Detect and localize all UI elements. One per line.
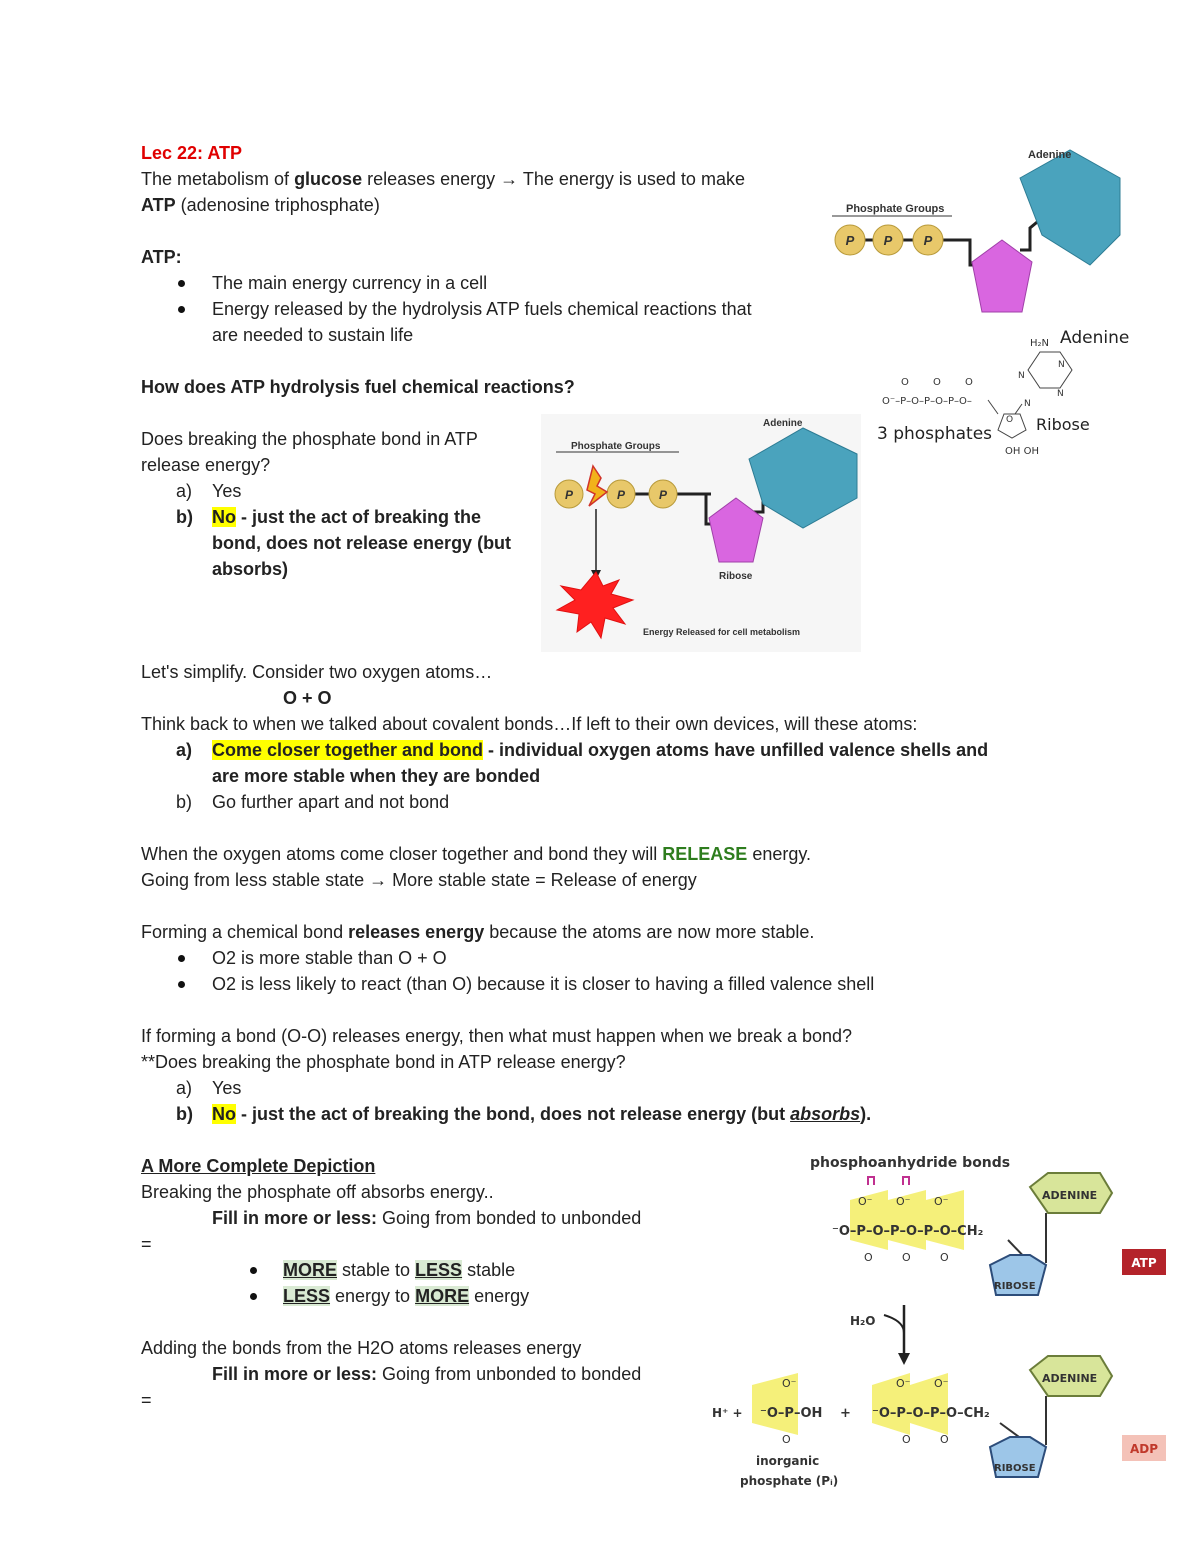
stable-line: Going from less stable state → More stable state = Release of energy xyxy=(141,870,697,890)
q2-b-rest: - just the act of breaking the xyxy=(236,507,482,527)
bullet-dot xyxy=(178,280,185,287)
q2-line-1: Does breaking the phosphate bond in ATP xyxy=(141,429,478,449)
o-minus-label: O⁻ xyxy=(934,1195,949,1208)
energy-released-label: Energy Released for cell metabolism xyxy=(643,627,801,637)
answer-word: LESS xyxy=(415,1260,463,1280)
o-minus-label: O⁻ xyxy=(896,1195,911,1208)
adenine-label: Adenine xyxy=(1028,149,1072,161)
p-label: P xyxy=(845,233,855,248)
atp-adp-figure xyxy=(700,1145,1180,1500)
release-post: energy. xyxy=(747,844,812,864)
hydrolysis-figure xyxy=(541,414,861,652)
water-arrow xyxy=(884,1315,904,1333)
atp-heading: ATP: xyxy=(141,247,182,267)
q3-b-end: ). xyxy=(860,1104,872,1124)
no-highlight: No xyxy=(212,507,236,527)
o-minus-label: O⁻ xyxy=(896,1377,911,1390)
pi-formula: ⁻O–P–OH xyxy=(760,1406,823,1421)
o-label: O xyxy=(940,1251,949,1264)
h-plus-label: H⁺ + xyxy=(712,1406,743,1420)
answer-word: MORE xyxy=(283,1260,337,1280)
arrowhead xyxy=(898,1353,910,1365)
release-line xyxy=(141,841,811,867)
q2-a-label: a) xyxy=(176,481,193,501)
forming-pre: Forming a chemical bond xyxy=(141,922,349,942)
answer-mid: energy to xyxy=(330,1286,416,1306)
simplify-line: Let's simplify. Consider two oxygen atoms… xyxy=(141,662,493,682)
adenine-formula-label: Adenine xyxy=(1060,328,1130,348)
q2-b-label: b) xyxy=(176,507,193,527)
plus-sign: + xyxy=(840,1406,851,1421)
phosphate-circle xyxy=(835,225,865,255)
atp-term: ATP xyxy=(141,195,176,215)
adenine-label: Adenine xyxy=(763,418,803,429)
opt-a-label: a) xyxy=(176,740,193,760)
o-label: O xyxy=(940,1433,949,1446)
question-heading: How does ATP hydrolysis fuel chemical reactions? xyxy=(141,377,575,397)
intro-line-2 xyxy=(141,192,380,218)
opt-b-label: b) xyxy=(176,792,193,812)
q2-a-text: Yes xyxy=(212,481,242,501)
intro-line-1 xyxy=(141,166,745,192)
phosphate-circle xyxy=(873,225,903,255)
answer-end: energy xyxy=(469,1286,530,1306)
adp-phosphate-chain: ⁻O–P–O–P–O–CH₂ xyxy=(872,1406,990,1421)
bond-marker xyxy=(868,1177,874,1185)
answer-end: stable xyxy=(462,1260,516,1280)
equals-1: = xyxy=(141,1234,152,1254)
chain-link xyxy=(988,400,998,414)
adp-badge-label: ADP xyxy=(1129,1442,1159,1456)
fill-bold: Fill in more or less: xyxy=(212,1208,378,1228)
o-label: O xyxy=(965,377,973,388)
purine-ring xyxy=(1028,352,1072,388)
intro-pre: The metabolism of xyxy=(141,169,295,189)
n-label: N xyxy=(1058,360,1065,370)
complete-heading: A More Complete Depiction xyxy=(141,1156,376,1176)
atp-bullet-2-cont: are needed to sustain life xyxy=(212,325,414,345)
ribose-label: RIBOSE xyxy=(994,1281,1036,1292)
intro-mid: releases energy → The energy is used to make xyxy=(362,169,745,189)
n-label: N xyxy=(1018,371,1025,381)
n-label: N xyxy=(1057,389,1064,399)
o-label: O xyxy=(933,377,941,388)
answer-mid: stable to xyxy=(337,1260,416,1280)
more-less-2 xyxy=(283,1283,529,1309)
p-label: P xyxy=(564,488,574,502)
adding-line: Adding the bonds from the H2O atoms releases energy xyxy=(141,1338,582,1358)
more-less-1 xyxy=(283,1257,515,1283)
opt-a-rest: - individual oxygen atoms have unfilled valence shells and xyxy=(483,740,989,760)
no-highlight: No xyxy=(212,1104,236,1124)
phosphoanhydride-label: phosphoanhydride bonds xyxy=(810,1155,1011,1171)
atp-bullet-1: The main energy currency in a cell xyxy=(212,273,488,293)
ribose-formula-label: Ribose xyxy=(1036,415,1090,434)
opt-a-line-2: are more stable when they are bonded xyxy=(212,766,541,786)
bullet-dot xyxy=(178,981,185,988)
phosphate-circle xyxy=(607,480,635,508)
equals-2: = xyxy=(141,1390,152,1410)
atp-badge-label: ATP xyxy=(1131,1256,1157,1270)
o-label: O xyxy=(901,377,909,388)
forming-line xyxy=(141,919,814,945)
atp-cartoon-figure xyxy=(820,140,1130,320)
inorganic-label: inorganic xyxy=(756,1454,820,1468)
p-label: P xyxy=(658,488,668,502)
bond-marker xyxy=(903,1177,909,1185)
o2-bullet-2: O2 is less likely to react (than O) because it is closer to having a filled valence shell xyxy=(212,974,875,994)
phosphate-circle xyxy=(555,480,583,508)
fill-line-2 xyxy=(212,1361,641,1387)
forming-bold: releases energy xyxy=(348,922,485,942)
release-word: RELEASE xyxy=(662,844,748,864)
opt-a-highlight: Come closer together and bond xyxy=(212,740,484,760)
if-forming-line: If forming a bond (O-O) releases energy, then what must happen when we break a bond? xyxy=(141,1026,853,1046)
release-pre: When the oxygen atoms come closer together and bond they will xyxy=(141,844,663,864)
amine-label: H₂N xyxy=(1030,338,1050,349)
o-label: O xyxy=(782,1433,791,1446)
phosphate-groups-label: Phosphate Groups xyxy=(846,203,945,215)
answer-word: LESS xyxy=(283,1286,331,1306)
q2-b-line-2: bond, does not release energy (but xyxy=(212,533,512,553)
bullet-dot xyxy=(178,955,185,962)
think-back-line: Think back to when we talked about covalent bonds…If left to their own devices, will these atoms: xyxy=(141,714,918,734)
opt-a-line-1 xyxy=(212,737,988,763)
q3-b-label: b) xyxy=(176,1104,193,1124)
atp-structure-figure xyxy=(872,322,1142,462)
ribose-label: Ribose xyxy=(719,571,753,582)
o-label: O xyxy=(864,1251,873,1264)
atp-phosphate-chain: ⁻O–P–O–P–O–P–O–CH₂ xyxy=(832,1224,984,1239)
hydroxyl-label: OH OH xyxy=(1005,446,1039,457)
phosphate-circle xyxy=(649,480,677,508)
q3-a-text: Yes xyxy=(212,1078,242,1098)
intro-rest: (adenosine triphosphate) xyxy=(175,195,380,215)
forming-post: because the atoms are now more stable. xyxy=(484,922,815,942)
phosphate-circle xyxy=(913,225,943,255)
p-label: P xyxy=(923,233,933,248)
o2-bullet-1: O2 is more stable than O + O xyxy=(212,948,447,968)
does-breaking-line: **Does breaking the phosphate bond in ATP release energy? xyxy=(141,1052,626,1072)
glycosidic-bond xyxy=(1015,404,1022,414)
p-label: P xyxy=(616,488,626,502)
bullet-dot xyxy=(178,306,185,313)
breaking-off-line: Breaking the phosphate off absorbs energy.. xyxy=(141,1182,494,1202)
water-label: H₂O xyxy=(850,1314,876,1328)
answer-word: MORE xyxy=(415,1286,470,1306)
adenine-shape xyxy=(1020,150,1120,265)
ribose-label: RIBOSE xyxy=(994,1463,1036,1474)
n-label: N xyxy=(1024,399,1031,409)
q2-b-line-3: absorbs) xyxy=(212,559,289,579)
q2-b-line-1 xyxy=(212,504,481,530)
fill-rest: Going from bonded to unbonded xyxy=(377,1208,642,1228)
o-minus-label: O⁻ xyxy=(782,1377,797,1390)
q3-b-rest: - just the act of breaking the bond, does not release energy (but xyxy=(236,1104,791,1124)
q3-a-label: a) xyxy=(176,1078,193,1098)
fill-bold: Fill in more or less: xyxy=(212,1364,378,1384)
q2-line-2: release energy? xyxy=(141,455,271,475)
adenine-label: ADENINE xyxy=(1042,1189,1098,1202)
adenine-label: ADENINE xyxy=(1042,1372,1098,1385)
bullet-dot xyxy=(250,1267,257,1274)
page-title: Lec 22: ATP xyxy=(141,143,243,163)
phosphate-pi-label: phosphate (Pᵢ) xyxy=(740,1474,839,1488)
o-minus-label: O⁻ xyxy=(934,1377,949,1390)
phosphate-groups-label: Phosphate Groups xyxy=(571,441,661,452)
opt-b-text: Go further apart and not bond xyxy=(212,792,450,812)
phosphate-chain: O⁻–P–O–P–O–P–O– xyxy=(882,396,972,407)
p-label: P xyxy=(883,233,893,248)
fill-line-1 xyxy=(212,1205,641,1231)
bullet-dot xyxy=(250,1293,257,1300)
o-label: O xyxy=(902,1433,911,1446)
o-plus-o: O + O xyxy=(283,688,332,708)
three-phosphates-label: 3 phosphates xyxy=(877,424,993,444)
absorbs-word: absorbs xyxy=(790,1104,861,1124)
atp-bullet-2: Energy released by the hydrolysis ATP fuels chemical reactions that xyxy=(212,299,752,319)
q3-b-line xyxy=(212,1101,871,1127)
o-label: O xyxy=(902,1251,911,1264)
o-minus-label: O⁻ xyxy=(858,1195,873,1208)
glucose-term: glucose xyxy=(294,169,363,189)
o-label: O xyxy=(1006,415,1014,425)
fill-rest: Going from unbonded to bonded xyxy=(377,1364,642,1384)
